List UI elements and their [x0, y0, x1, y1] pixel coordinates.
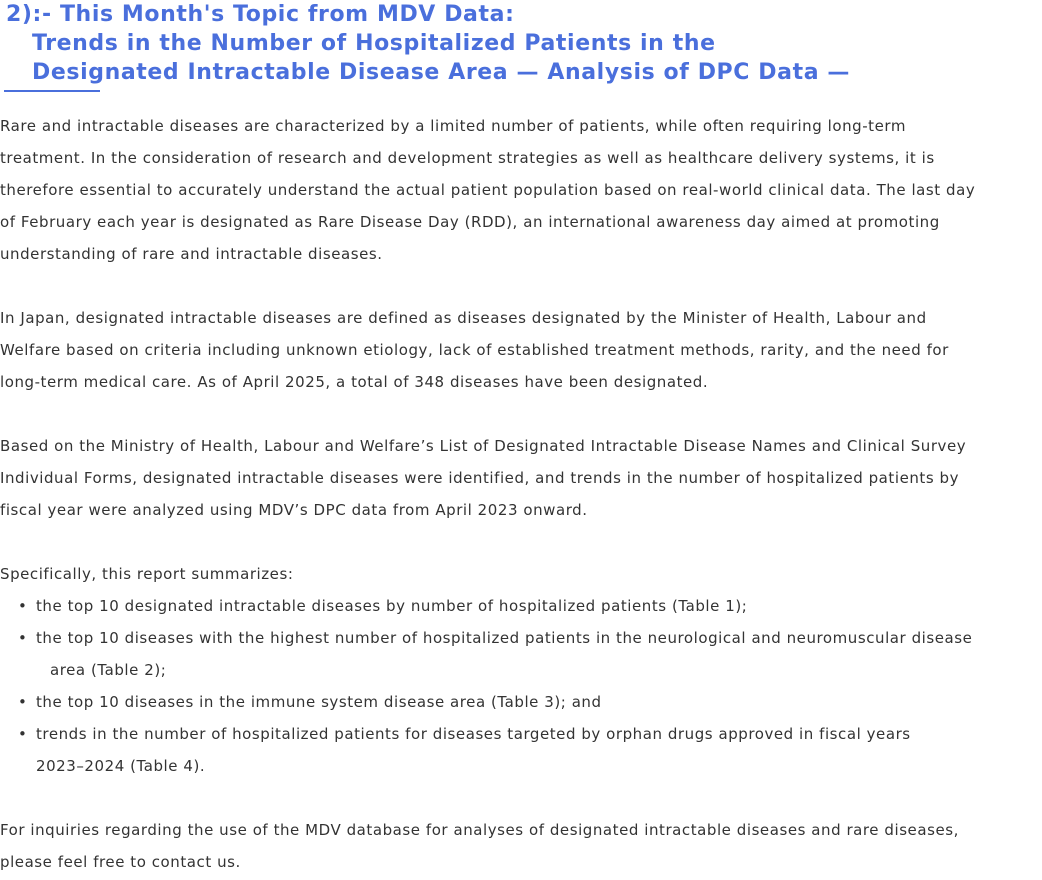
heading-underline: [4, 90, 100, 92]
text-line: Specifically, this report summarizes:: [0, 565, 294, 583]
paragraph-summary-intro: [0, 558, 1040, 590]
list-item: [0, 622, 1040, 686]
text-line: Based on the Ministry of Health, Labour and Welfare’s List of Designated Intractable Disease Names and Clinical Survey: [0, 437, 967, 455]
bullet-icon: •: [18, 725, 28, 743]
text-line: Rare and intractable diseases are characterized by a limited number of patients, while often requiring long-term: [0, 117, 906, 135]
list-item-text: 2023–2024 (Table 4).: [36, 757, 206, 775]
text-line: In Japan, designated intractable diseases are defined as diseases designated by the Minister of Health, Labour and: [0, 309, 927, 327]
text-line: please feel free to contact us.: [0, 853, 241, 871]
list-item-text: the top 10 diseases with the highest number of hospitalized patients in the neurological and neuromuscular disease: [36, 629, 973, 647]
paragraph-definition: [0, 302, 1040, 398]
heading-line-1: 2):- This Month's Topic from MDV Data:: [6, 2, 515, 27]
bullet-icon: •: [18, 693, 28, 711]
list-item: [0, 590, 1040, 622]
paragraph-contact: [0, 814, 1040, 878]
list-item: [0, 718, 1040, 782]
text-line: of February each year is designated as Rare Disease Day (RDD), an international awareness day aimed at promoting: [0, 213, 940, 231]
list-item-text: trends in the number of hospitalized patients for diseases targeted by orphan drugs approved in fiscal years: [36, 725, 911, 743]
summary-list: [0, 590, 1040, 782]
text-line: fiscal year were analyzed using MDV’s DPC data from April 2023 onward.: [0, 501, 588, 519]
section-heading: [6, 0, 850, 87]
list-item: [0, 686, 1040, 718]
bullet-icon: •: [18, 597, 28, 615]
list-item-text: the top 10 designated intractable diseases by number of hospitalized patients (Table 1);: [36, 597, 748, 615]
heading-line-3: Designated Intractable Disease Area — Analysis of DPC Data —: [32, 60, 851, 85]
text-line: understanding of rare and intractable diseases.: [0, 245, 383, 263]
paragraph-intro: [0, 110, 1040, 270]
text-line: therefore essential to accurately understand the actual patient population based on real-world clinical data. The last day: [0, 181, 976, 199]
article-body: [0, 110, 1040, 878]
text-line: Welfare based on criteria including unknown etiology, lack of established treatment methods, rarity, and the need for: [0, 341, 949, 359]
list-item-text: the top 10 diseases in the immune system disease area (Table 3); and: [36, 693, 602, 711]
bullet-icon: •: [18, 629, 28, 647]
paragraph-method: [0, 430, 1040, 526]
heading-line-2: Trends in the Number of Hospitalized Patients in the: [32, 31, 716, 56]
list-item-text: area (Table 2);: [50, 661, 167, 679]
text-line: treatment. In the consideration of research and development strategies as well as healthcare delivery systems, it is: [0, 149, 935, 167]
text-line: For inquiries regarding the use of the MDV database for analyses of designated intractable diseases and rare diseases,: [0, 821, 959, 839]
text-line: Individual Forms, designated intractable diseases were identified, and trends in the number of hospitalized patients by: [0, 469, 960, 487]
text-line: long-term medical care. As of April 2025, a total of 348 diseases have been designated.: [0, 373, 709, 391]
